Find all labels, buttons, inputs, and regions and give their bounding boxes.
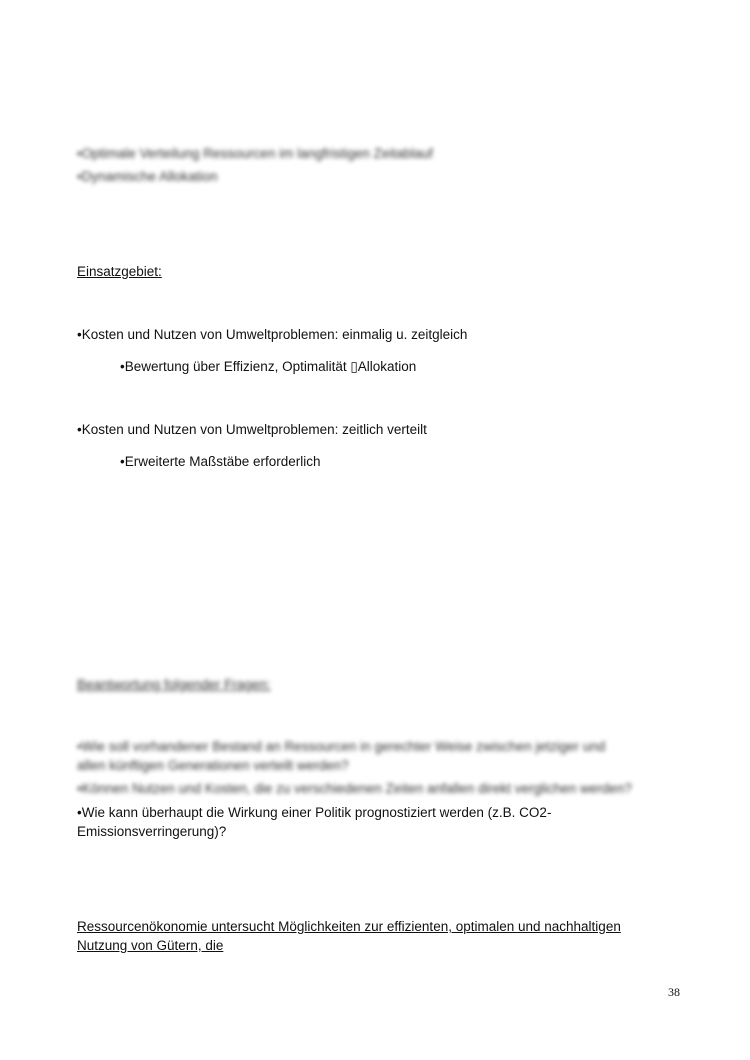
conclusion-line-1: Ressourcenökonomie untersucht Möglichkeiten zur effizienten, optimalen und nachhaltigen: [77, 919, 621, 934]
bullet-1-sub: •Bewertung über Effizienz, Optimalität ▯Allokation: [120, 359, 417, 374]
einsatzgebiet-heading: Einsatzgebiet:: [77, 264, 162, 279]
question-3-line-1: •Wie kann überhaupt die Wirkung einer Politik prognostiziert werden (z.B. CO2-: [77, 805, 552, 820]
intro-line-1: •Optimale Verteilung Ressourcen im langfristigen Zeitablauf: [77, 146, 433, 161]
question-1-line-1: •Wie soll vorhandener Bestand an Ressourcen in gerechter Weise zwischen jetziger und: [77, 739, 606, 754]
bullet-1: •Kosten und Nutzen von Umweltproblemen: einmalig u. zeitgleich: [77, 327, 468, 342]
page-number: 38: [668, 985, 680, 999]
bullet-2: •Kosten und Nutzen von Umweltproblemen: zeitlich verteilt: [77, 422, 427, 437]
question-3-line-2: Emissionsverringerung)?: [77, 824, 227, 839]
intro-line-2: •Dynamische Allokation: [77, 169, 218, 184]
fragen-heading: Beantwortung folgender Fragen:: [77, 677, 271, 692]
bullet-2-sub: •Erweiterte Maßstäbe erforderlich: [120, 454, 321, 469]
question-1-line-2: allen künftigen Generationen verteilt werden?: [77, 758, 349, 773]
question-2: •Können Nutzen und Kosten, die zu verschiedenen Zeiten anfallen direkt verglichen werden?: [77, 781, 632, 796]
conclusion-line-2: Nutzung von Gütern, die: [77, 938, 224, 953]
